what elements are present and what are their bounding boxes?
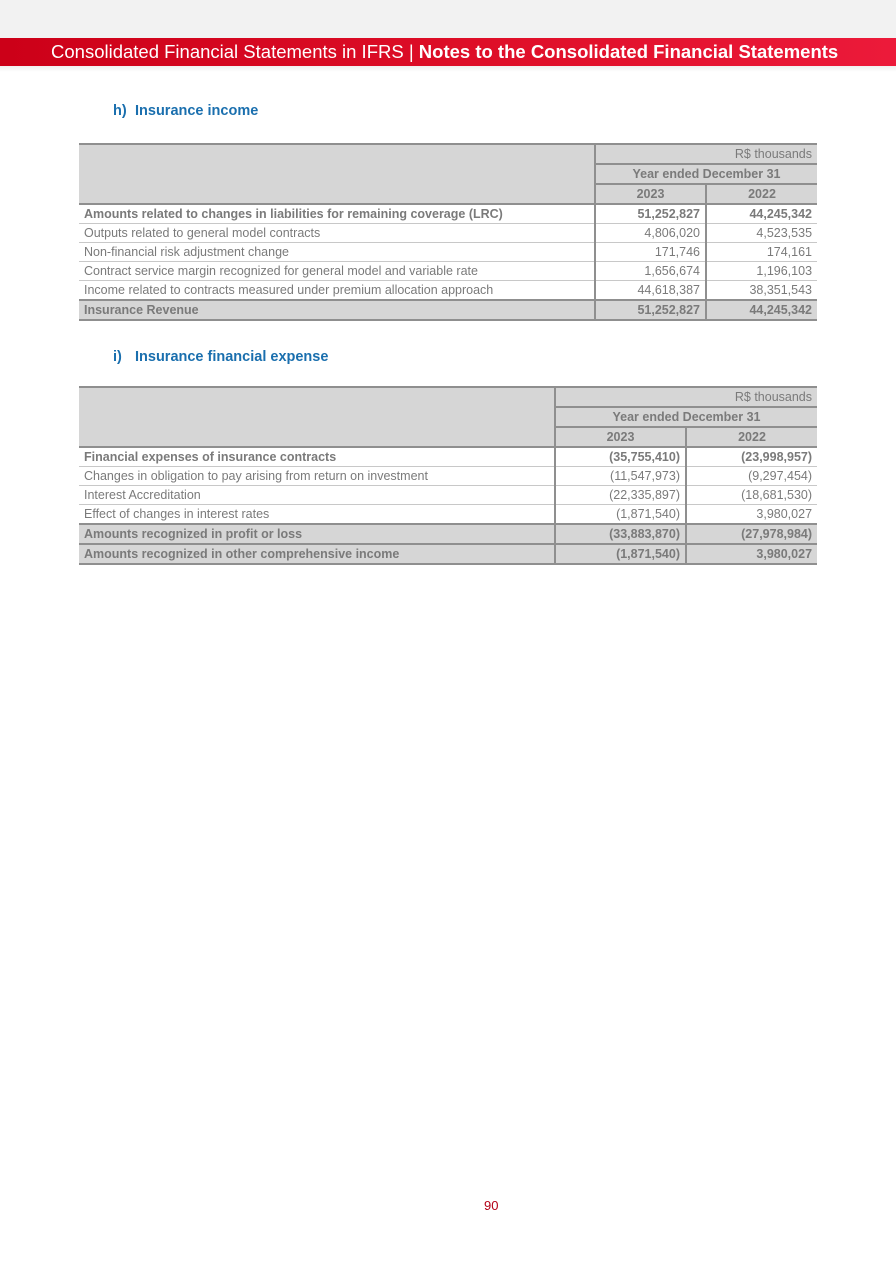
row-value-2023: (1,871,540): [555, 505, 686, 525]
total-row: [79, 544, 817, 564]
row-value-2023: 51,252,827: [595, 204, 706, 224]
row-value-2022: 174,161: [706, 243, 817, 262]
total-label: Insurance Revenue: [79, 300, 595, 320]
row-value-2022: (18,681,530): [686, 486, 817, 505]
table-row: [79, 447, 817, 467]
section-h-title: [113, 103, 258, 119]
year-2023-header: 2023: [595, 184, 706, 204]
row-label: Changes in obligation to pay arising from return on investment: [79, 467, 555, 486]
total-value-2023: (1,871,540): [555, 544, 686, 564]
table-row: [79, 281, 817, 301]
table-units-row: [79, 144, 817, 164]
table-row: [79, 243, 817, 262]
banner-shadow: [0, 66, 896, 72]
page-number: 90: [484, 1198, 499, 1213]
table-row: [79, 224, 817, 243]
period-label: Year ended December 31: [595, 164, 817, 184]
row-label: Effect of changes in interest rates: [79, 505, 555, 525]
total-row: [79, 300, 817, 320]
row-label: Non-financial risk adjustment change: [79, 243, 595, 262]
insurance-income-table: [79, 143, 817, 321]
table-row: [79, 486, 817, 505]
total-value-2022: (27,978,984): [686, 524, 817, 544]
total-value-2022: 44,245,342: [706, 300, 817, 320]
table-units-row: [79, 387, 817, 407]
section-i-heading: Insurance financial expense: [135, 349, 329, 365]
total-value-2023: (33,883,870): [555, 524, 686, 544]
row-label: Interest Accreditation: [79, 486, 555, 505]
year-2022-header: 2022: [706, 184, 817, 204]
units-label: R$ thousands: [595, 144, 817, 164]
row-value-2022: (9,297,454): [686, 467, 817, 486]
total-label: Amounts recognized in other comprehensive income: [79, 544, 555, 564]
row-value-2023: 1,656,674: [595, 262, 706, 281]
row-label: Outputs related to general model contracts: [79, 224, 595, 243]
row-value-2022: 1,196,103: [706, 262, 817, 281]
row-value-2023: 4,806,020: [595, 224, 706, 243]
row-value-2023: 44,618,387: [595, 281, 706, 301]
table-row: [79, 262, 817, 281]
period-label: Year ended December 31: [555, 407, 817, 427]
page-header-banner: [0, 38, 896, 66]
row-value-2022: 3,980,027: [686, 505, 817, 525]
section-h-letter: h): [113, 103, 127, 119]
total-value-2023: 51,252,827: [595, 300, 706, 320]
row-value-2023: (11,547,973): [555, 467, 686, 486]
top-strip: [0, 0, 896, 38]
row-value-2023: (22,335,897): [555, 486, 686, 505]
year-2023-header: 2023: [555, 427, 686, 447]
section-i-letter: i): [113, 349, 122, 365]
total-row: [79, 524, 817, 544]
row-label: Amounts related to changes in liabilities for remaining coverage (LRC): [79, 204, 595, 224]
total-label: Amounts recognized in profit or loss: [79, 524, 555, 544]
table-header-blank: [79, 387, 555, 447]
section-h-heading: Insurance income: [135, 103, 259, 119]
total-value-2022: 3,980,027: [686, 544, 817, 564]
row-value-2022: 44,245,342: [706, 204, 817, 224]
table-row: [79, 204, 817, 224]
units-label: R$ thousands: [555, 387, 817, 407]
section-i-title: [113, 349, 328, 365]
row-value-2023: (35,755,410): [555, 447, 686, 467]
header-title-bold: Notes to the Consolidated Financial Statements: [418, 41, 839, 62]
table-row: [79, 467, 817, 486]
header-title-light: Consolidated Financial Statements in IFRS |: [51, 41, 419, 62]
row-label: Income related to contracts measured under premium allocation approach: [79, 281, 595, 301]
table-row: [79, 505, 817, 525]
row-value-2022: 38,351,543: [706, 281, 817, 301]
insurance-financial-expense-table: [79, 386, 817, 565]
year-2022-header: 2022: [686, 427, 817, 447]
table-header-blank: [79, 144, 595, 204]
row-label: Financial expenses of insurance contracts: [79, 447, 555, 467]
row-label: Contract service margin recognized for general model and variable rate: [79, 262, 595, 281]
row-value-2022: (23,998,957): [686, 447, 817, 467]
row-value-2023: 171,746: [595, 243, 706, 262]
row-value-2022: 4,523,535: [706, 224, 817, 243]
